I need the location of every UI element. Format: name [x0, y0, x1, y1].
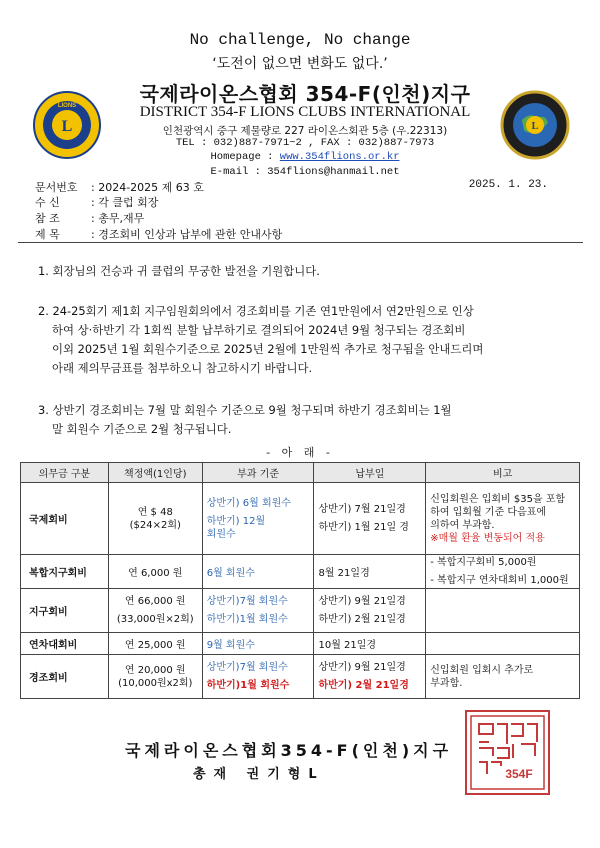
motto-english: No challenge, No change	[189, 31, 411, 49]
basis-line: 하반기) 12월	[206, 515, 266, 527]
table-row	[21, 483, 580, 555]
recipient-label: 수 신	[35, 196, 60, 209]
fee-name: 연차대회비	[21, 633, 109, 655]
paragraph-2-line: 하여 상·하반기 각 1회씩 분할 납부하기로 결의되어 2024년 9월 청구되는 경조회비	[52, 323, 466, 337]
fee-note	[426, 555, 580, 589]
fee-due	[314, 655, 426, 699]
svg-text:L: L	[531, 121, 539, 132]
seal-text: 354F	[505, 767, 533, 781]
header-divider	[18, 242, 583, 243]
district-emblem-logo	[500, 90, 570, 160]
homepage-label: Homepage :	[210, 151, 280, 163]
note-line: - 복합지구 연차대회비 1,000원	[430, 575, 569, 586]
paragraph-2	[38, 302, 566, 378]
amount-line: 연 20,000 원	[124, 664, 186, 676]
motto-korean: ‘도전이 없으면 변화도 없다.’	[212, 56, 388, 72]
reference-row	[35, 210, 144, 226]
basis-line: 회원수	[206, 528, 236, 540]
column-header: 부과 기준	[202, 463, 314, 483]
fee-note	[426, 483, 580, 555]
column-header: 비고	[426, 463, 580, 483]
fee-basis: 9월 회원수	[202, 633, 314, 655]
svg-text:LIONS: LIONS	[57, 103, 77, 109]
fee-table	[20, 462, 580, 699]
amount-line: 연 $ 48	[137, 506, 173, 518]
section-marker: - 아 래 -	[266, 446, 334, 459]
fee-due: 10월 21일경	[314, 633, 426, 655]
fee-name: 경조회비	[21, 655, 109, 699]
paragraph-2-line: 아래 제의무금표를 첨부하오니 참고하시기 바랍니다.	[52, 361, 313, 375]
due-line: 상반기) 7월 21일경	[318, 504, 406, 515]
note-line: - 복합지구회비 5,000원	[430, 557, 537, 568]
due-line: 상반기) 9월 21일경	[318, 662, 406, 673]
note-line: 신입회원 입회시 추가로	[430, 664, 534, 676]
fee-name: 복합지구회비	[21, 555, 109, 589]
table-row	[21, 633, 580, 655]
address: 인천광역시 중구 제물량로 227 라이온스회관 5층 (우.22313)	[162, 125, 448, 137]
subject-row	[35, 226, 282, 242]
paragraph-3-line: 3. 상반기 경조회비는 7월 말 회원수 기준으로 9월 청구되며 하반기 경조회비는 1월	[38, 403, 452, 417]
recipient-value: : 각 클럽 회장	[91, 196, 159, 209]
paragraph-2-line: 2. 24-25회기 제1회 지구임원회의에서 경조회비를 기존 연1만원에서 연2만원으로 인상	[38, 304, 474, 318]
lions-logo	[32, 90, 102, 160]
reference-value: : 총무,재무	[91, 212, 145, 225]
note-line: 의하여 부과함.	[430, 519, 495, 531]
homepage-link[interactable]: www.354flions.or.kr	[279, 151, 400, 163]
due-line: 상반기) 9월 21일경	[318, 596, 406, 607]
paragraph-3	[38, 401, 566, 439]
subject-label: 제 목	[35, 228, 60, 241]
doc-number-row	[35, 179, 204, 195]
fee-basis	[202, 483, 314, 555]
fee-name: 국제회비	[21, 483, 109, 555]
district-title-korean: 국제라이온스협회 354-F(인천)지구	[139, 82, 471, 106]
doc-date: 2025. 1. 23.	[468, 179, 548, 191]
note-line: 부과함.	[430, 677, 463, 689]
fee-basis	[202, 589, 314, 633]
fee-note	[426, 633, 580, 655]
phone-fax: TEL : 032)887-7971~2 , FAX : 032)887-7973	[175, 137, 435, 149]
column-header: 책정액(1인당)	[108, 463, 202, 483]
note-line: 신입회원은 입회비 $35을 포함	[430, 493, 566, 505]
fee-due	[314, 589, 426, 633]
note-line: 하여 입회월 기준 다음표에	[430, 506, 547, 518]
amount-line: ($24×2회)	[129, 519, 181, 531]
table-header-row	[21, 463, 580, 483]
fee-basis	[202, 655, 314, 699]
paragraph-3-line: 말 회원수 기준으로 2월 청구됩니다.	[52, 422, 232, 436]
due-line: 하반기) 1월 21일 경	[318, 522, 409, 533]
due-line: 하반기) 2월 21일경	[318, 614, 406, 625]
fee-due	[314, 483, 426, 555]
basis-line: 상반기)7월 회원수	[206, 596, 288, 607]
subject-value: : 경조회비 인상과 납부에 관한 안내사항	[91, 228, 283, 241]
amount-line: 연 66,000 원	[124, 596, 186, 607]
column-header: 의무금 구분	[21, 463, 109, 483]
fee-name: 지구회비	[21, 589, 109, 633]
doc-number-label: 문서번호	[35, 181, 78, 194]
amount-line: (10,000원x2회)	[118, 677, 193, 689]
basis-line: 상반기)7월 회원수	[206, 662, 288, 673]
signature-organization: 국제라이온스협회354-F(인천)지구	[125, 741, 453, 760]
fee-amount	[108, 483, 202, 555]
fee-amount: 연 25,000 원	[108, 633, 202, 655]
signature-governor: 총재 권기형L	[193, 767, 325, 782]
homepage-line	[120, 151, 490, 163]
fee-amount: 연 6,000 원	[108, 555, 202, 589]
due-line: 하반기) 2월 21일경	[318, 680, 409, 691]
note-line: ※매월 환율 변동되어 적용	[430, 532, 545, 544]
recipient-row	[35, 194, 158, 210]
fee-due: 8월 21일경	[314, 555, 426, 589]
column-header: 납부일	[314, 463, 426, 483]
paragraph-2-line: 이외 2025년 1월 회원수기준으로 2025년 2월에 1만원씩 추가로 청구됨을 안내드리며	[52, 342, 484, 356]
reference-label: 참 조	[35, 212, 60, 225]
basis-line: 하반기)1월 회원수	[206, 680, 290, 691]
official-seal-stamp	[465, 710, 550, 795]
svg-text:L: L	[61, 118, 73, 135]
basis-line: 하반기)1월 회원수	[206, 614, 288, 625]
district-title-english: DISTRICT 354-F LIONS CLUBS INTERNATIONAL	[139, 104, 471, 120]
amount-line: (33,000원×2회)	[116, 614, 194, 625]
fee-note	[426, 655, 580, 699]
fee-basis: 6월 회원수	[202, 555, 314, 589]
table-row	[21, 655, 580, 699]
paragraph-1: 1. 회장님의 건승과 귀 클럽의 무궁한 발전을 기원합니다.	[38, 264, 320, 278]
fee-note	[426, 589, 580, 633]
fee-amount	[108, 589, 202, 633]
table-row	[21, 589, 580, 633]
email-line: E-mail : 354flions@hanmail.net	[210, 166, 400, 178]
doc-number-value: : 2024-2025 제 63 호	[91, 181, 204, 194]
basis-line: 상반기) 6월 회원수	[206, 497, 291, 509]
fee-amount	[108, 655, 202, 699]
table-row	[21, 555, 580, 589]
